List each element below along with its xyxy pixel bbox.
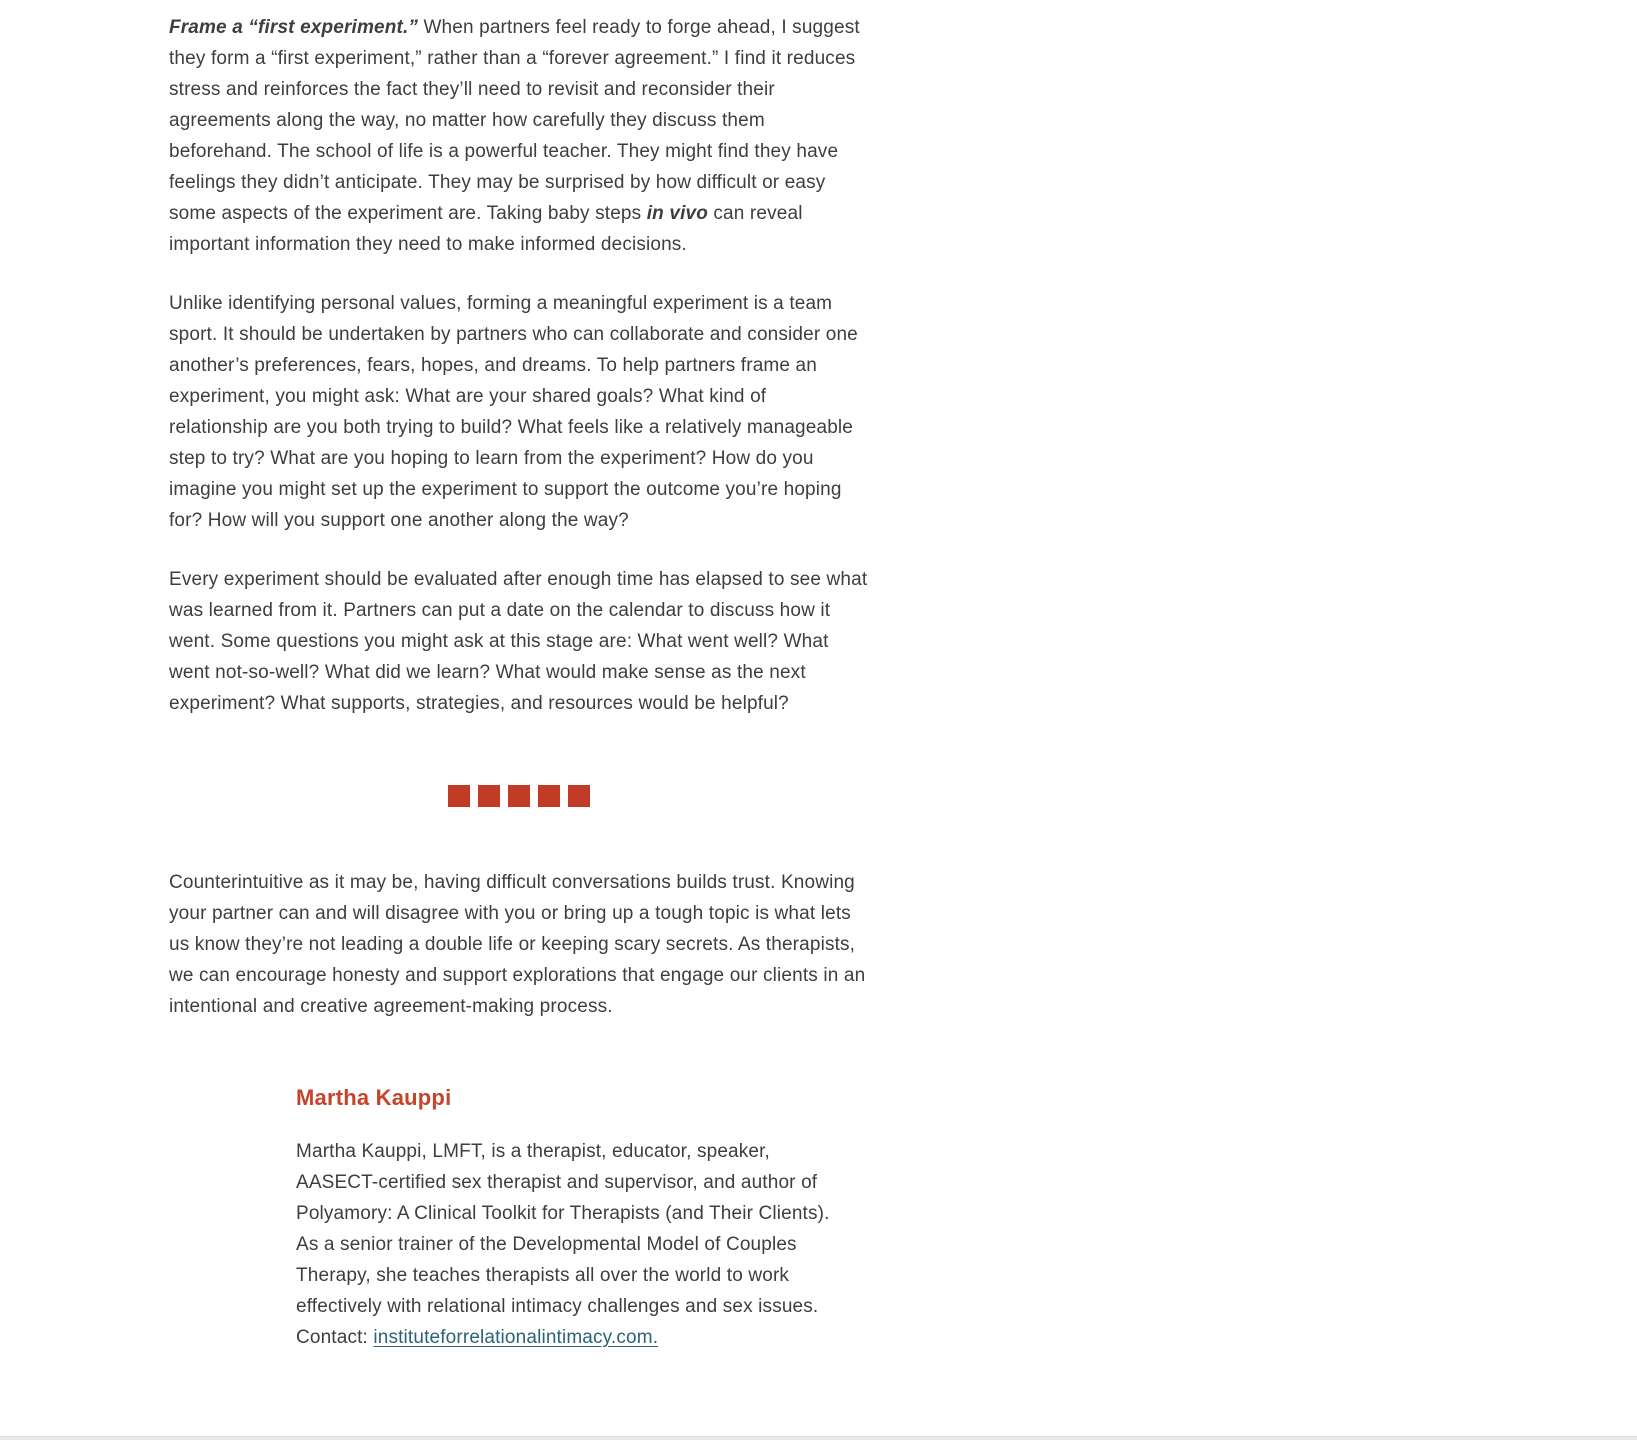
page-bottom-divider (0, 1436, 1637, 1440)
divider-square (538, 785, 560, 807)
divider-square (508, 785, 530, 807)
divider-square (448, 785, 470, 807)
paragraph-evaluate-experiment: Every experiment should be evaluated after enough time has elapsed to see what was learned from it. Partners can put a date on the calendar to discuss how it went. Some questions you might ask at this stage are: What went well? What went not-so-well? What did we learn? What would make sense as the next experiment? What supports, strategies, and resources would be helpful? (169, 569, 868, 714)
divider-square (568, 785, 590, 807)
author-bio-section (296, 1084, 841, 1353)
section-divider-squares (169, 785, 869, 807)
in-vivo-emphasis: in vivo (646, 203, 708, 224)
paragraph-team-sport: Unlike identifying personal values, forming a meaningful experiment is a team sport. It should be undertaken by partners who can collaborate and consider one another’s preferences, fears, hopes, and dreams. To help partners frame an experiment, you might ask: What are your shared goals? What kind of relationship are you both trying to build? What feels like a relatively manageable step to try? What are you hoping to learn from the experiment? How do you imagine you might set up the experiment to support the outcome you’re hoping for? How will you support one another along the way? (169, 293, 858, 531)
author-website-link[interactable]: instituteforrelationalintimacy.com. (373, 1327, 659, 1348)
paragraph-text-ending: can reveal important information they need to make informed decisions. (169, 203, 803, 255)
article-content (169, 0, 869, 1353)
author-name: Martha Kauppi (296, 1085, 452, 1110)
paragraph-first-experiment (169, 12, 869, 260)
author-bio (296, 1136, 841, 1353)
author-bio-text: Martha Kauppi, LMFT, is a therapist, educator, speaker, AASECT-certified sex therapist and supervisor, and author of Polyamory: A Clinical Toolkit for Therapists (and Their Clients). As a senior trainer of the Developmental Model of Couples Therapy, she teaches therapists all over the world to work effectively with relational intimacy challenges and sex issues. Contact: (296, 1141, 830, 1348)
paragraph-lead-bold-italic: Frame a “first experiment.” (169, 17, 419, 38)
divider-square (478, 785, 500, 807)
paragraph-counterintuitive: Counterintuitive as it may be, having difficult conversations builds trust. Knowing your partner can and will disagree with you or bring up a tough topic is what lets us know they’re not leading a double life or keeping scary secrets. As therapists, we can encourage honesty and support explorations that engage our clients in an intentional and creative agreement-making process. (169, 872, 866, 1017)
paragraph-text: When partners feel ready to forge ahead, I suggest they form a “first experiment,” rather than a “forever agreement.” I find it reduces stress and reinforces the fact they’ll need to revisit and reconsider their agreements along the way, no matter how carefully they discuss them beforehand. The school of life is a powerful teacher. They might find they have feelings they didn’t anticipate. They may be surprised by how difficult or easy some aspects of the experiment are. Taking baby steps (169, 17, 860, 224)
